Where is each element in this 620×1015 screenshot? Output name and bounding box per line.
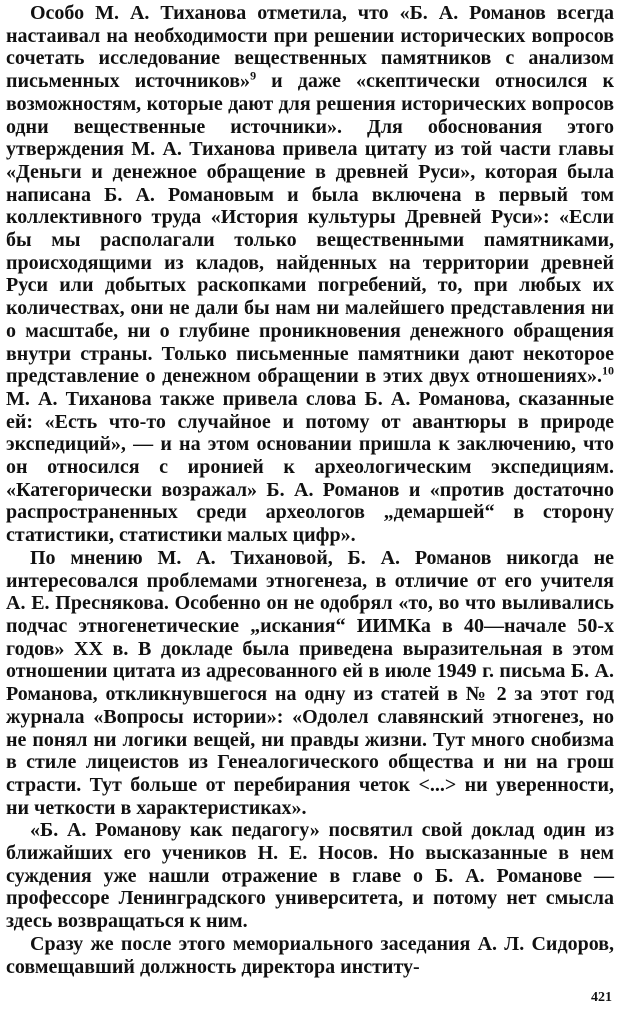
page-number: 421 <box>591 990 612 1005</box>
paragraph-3: «Б. А. Романову как педагогу» посвятил свой доклад один из ближайших его учеников Н. Е. Носов. Но высказанные в нем суждения уже нашли отражение в главе о Б. А. Романове — профессоре Ленинградского университета, и потому нет смысла здесь возвращаться к ним. <box>6 819 614 933</box>
paragraph-1-text-c: М. А. Тиханова также привела слова Б. А. Романова, сказанные ей: «Есть что-то случайное и потому от авантюры в природе экспедиций», — и на этом основании пришла к заключению, что он относился с иронией к археологическим экспедициям. «Категорически возражал» Б. А. Романов и «против достаточно распространенных среди археологов „демаршей“ в сторону статистики, статистики малых цифр». <box>6 387 614 547</box>
paragraph-1-text-b: и даже «скептически относился к возможностям, которые дают для решения исторических вопросов одни вещественные источники». Для обоснования этого утверждения М. А. Тиханова привела цитату из той части главы «Деньги и денежное обращение в древней Руси», которая была написана Б. А. Романовым и была включена в первый том коллективного труда «История культуры Древней Руси»: «Если бы мы располагали только вещественными памятниками, происходящими из кладов, найденных на территории древней Руси или добытых раскопками погребений, то, при любых их количествах, они не дали бы нам ни малейшего представления ни о масштабе, ни о глубине проникновения денежного обращения внутри страны. Только письменные памятники дают некоторое представление о денежном обращении в этих двух отношениях». <box>6 70 615 388</box>
paragraph-2: По мнению М. А. Тихановой, Б. А. Романов никогда не интересовался проблемами этногенеза, в отличие от его учителя А. Е. Преснякова. Особенно он не одобрял «то, во что выливались подчас этногенетические „искания“ ИИМКа в 40—начале 50-х годов» XX в. В докладе была приведена выразительная в этом отношении цитата из адресованного ей в июле 1949 г. письма Б. А. Романова, откликнувшегося на одну из статей в № 2 за этот год журнала «Вопросы истории»: «Одолел славянский этногенез, но не понял ни логики вещей, ни правды жизни. Тут много снобизма в стиле лицеистов из Генеалогического общества и ни на грош страсти. Тут больше от перебирания четок <...> ни уверенности, ни четкости в характеристиках». <box>6 546 614 819</box>
footnote-ref-9[interactable]: 9 <box>250 68 257 83</box>
footnote-ref-10[interactable]: 10 <box>602 363 614 378</box>
paragraph-4: Сразу же после этого мемориального заседания А. Л. Сидоров, совмещавший должность директора институ- <box>6 932 614 978</box>
paragraph-1 <box>6 2 614 547</box>
paragraph-1-text-a: Особо М. А. Тиханова отметила, что «Б. А. Романов всегда настаивал на необходимости при решении исторических вопросов сочетать исследование вещественных памятников с анализом письменных источников» <box>6 2 614 93</box>
